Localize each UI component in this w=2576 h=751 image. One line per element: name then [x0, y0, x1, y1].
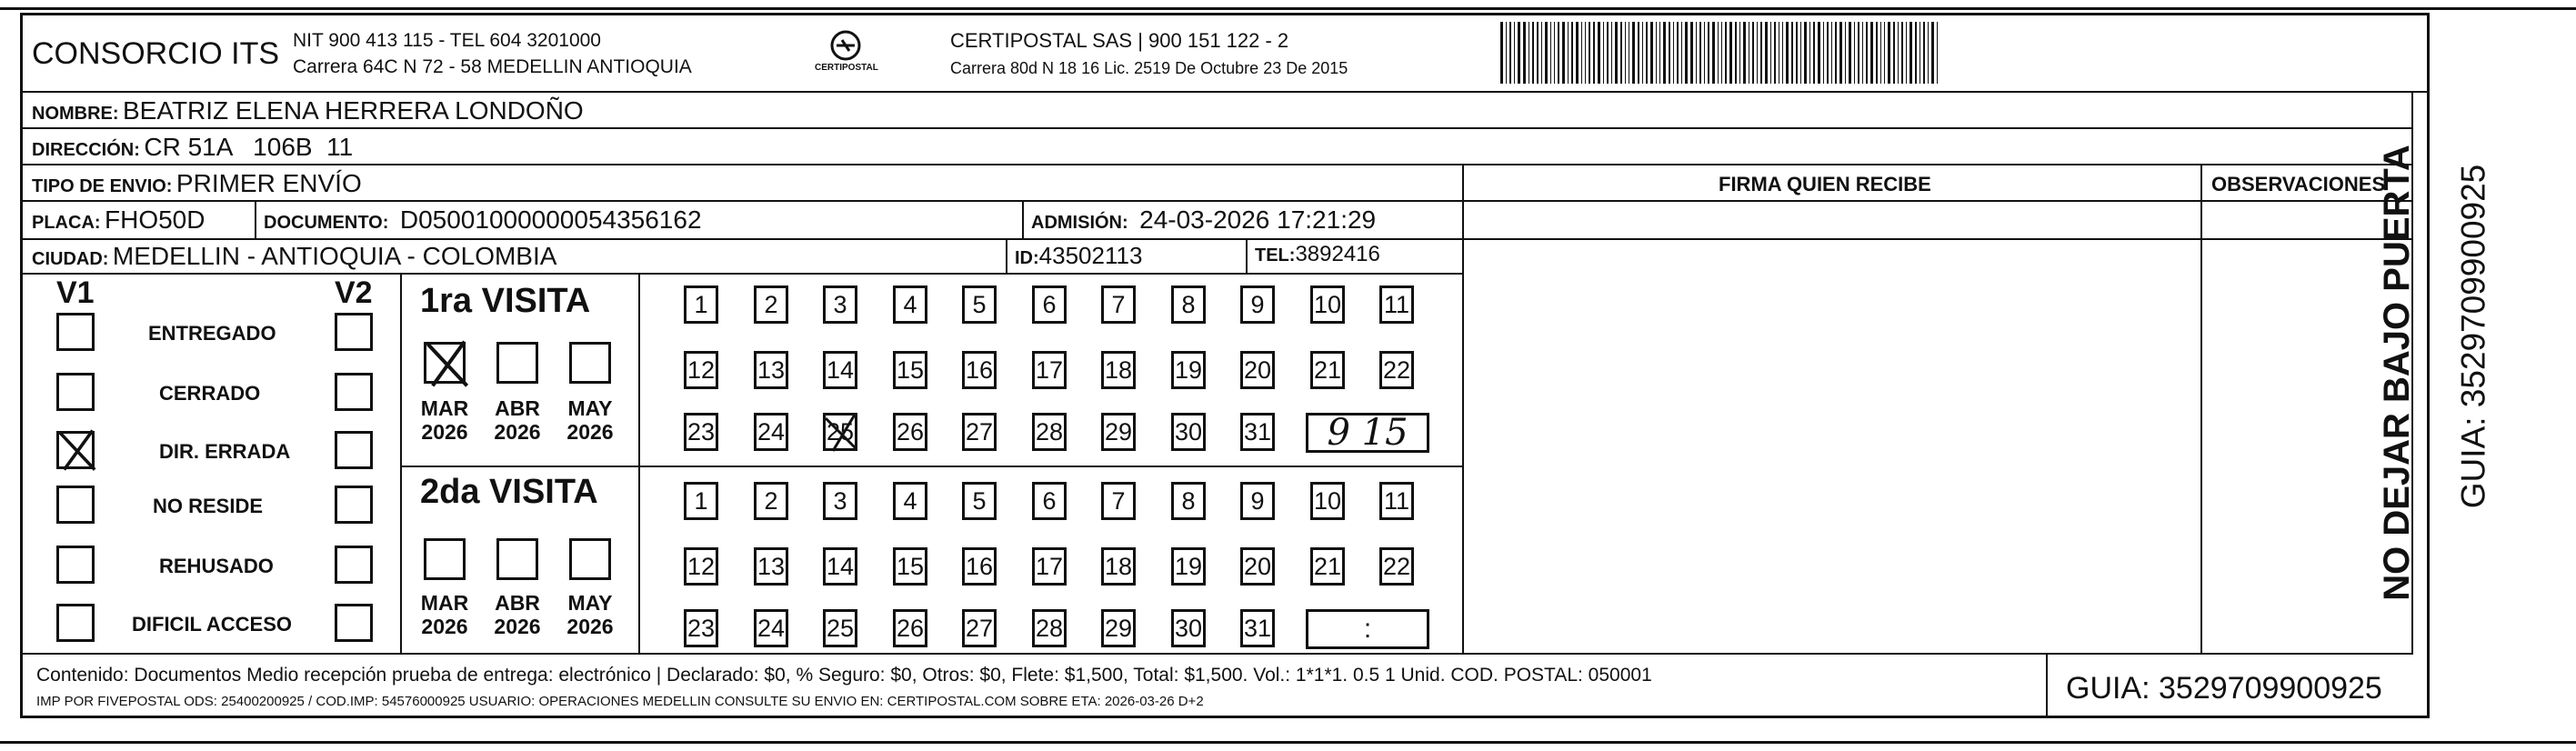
barcode-bar	[1923, 22, 1925, 84]
day-box[interactable]: 13	[754, 547, 788, 586]
day-box[interactable]: 23	[684, 413, 718, 451]
day-box[interactable]: 9	[1240, 285, 1275, 324]
barcode-bar	[1523, 22, 1526, 84]
barcode-bar	[1650, 22, 1653, 84]
barcode-bar	[1835, 22, 1837, 84]
barcode-bar	[1704, 22, 1705, 84]
barcode-bar	[1757, 22, 1758, 84]
day-box[interactable]: 6	[1032, 482, 1067, 520]
day-box[interactable]: 3	[823, 482, 857, 520]
v1-checkbox[interactable]	[56, 486, 95, 524]
day-box[interactable]: 12	[684, 547, 718, 586]
side-guia: GUIA: 3529709900925	[2454, 164, 2492, 509]
documento-value: D05001000000054356162	[399, 205, 702, 234]
barcode-bar	[1545, 22, 1548, 84]
day-box[interactable]: 28	[1032, 609, 1067, 647]
barcode-bar	[1870, 22, 1873, 84]
certipostal-logo	[809, 27, 882, 82]
barcode-bar	[1625, 22, 1626, 84]
placa-value: FHO50D	[105, 205, 205, 234]
barcode	[1500, 22, 1940, 84]
day-box[interactable]: 5	[962, 285, 997, 324]
barcode-bar	[1849, 22, 1851, 84]
day-box[interactable]: 20	[1240, 547, 1275, 586]
reason-label: REHUSADO	[159, 555, 274, 577]
barcode-bar	[1919, 22, 1920, 84]
barcode-bar	[1603, 22, 1604, 84]
day-box[interactable]: 23	[684, 609, 718, 647]
day-box[interactable]: 17	[1032, 547, 1067, 586]
barcode-bar	[1931, 22, 1934, 84]
barcode-bar	[1506, 22, 1507, 84]
day-box[interactable]: 2	[754, 482, 788, 520]
day-box[interactable]: 21	[1310, 351, 1345, 389]
day-box[interactable]: 3	[823, 285, 857, 324]
barcode-bar	[1743, 22, 1746, 84]
day-box[interactable]: 6	[1032, 285, 1067, 324]
barcode-bar	[1765, 22, 1768, 84]
day-box[interactable]: 10	[1310, 285, 1345, 324]
barcode-bar	[1696, 22, 1697, 84]
ciudad-label: CIUDAD:	[32, 249, 109, 269]
barcode-bar	[1681, 22, 1682, 84]
v2-header: V2	[335, 275, 373, 310]
month-checkbox[interactable]	[496, 342, 538, 384]
barcode-bar	[1541, 22, 1542, 84]
day-box[interactable]: 27	[962, 413, 997, 451]
day-box[interactable]: 15	[893, 547, 927, 586]
barcode-bar	[1906, 22, 1907, 84]
month-label: MAR 2026	[420, 591, 469, 639]
barcode-bar	[1770, 22, 1771, 84]
barcode-bar	[1632, 22, 1635, 84]
barcode-bar	[1646, 22, 1648, 84]
day-box[interactable]: 4	[893, 482, 927, 520]
v1-checkbox[interactable]	[56, 313, 95, 351]
reason-label: NO RESIDE	[153, 495, 264, 517]
barcode-bar	[1532, 22, 1534, 84]
tel-label: TEL:	[1255, 245, 1296, 265]
barcode-bar	[1760, 22, 1762, 84]
day-box[interactable]: 22	[1379, 547, 1414, 586]
month-checkbox[interactable]	[496, 538, 538, 580]
barcode-bar	[1721, 22, 1722, 84]
admision-label: ADMISIÓN:	[1031, 213, 1128, 233]
company-address: Carrera 64C N 72 - 58 MEDELLIN ANTIOQUIA	[293, 56, 692, 77]
admision-value: 24-03-2026 17:21:29	[1139, 205, 1377, 234]
v1-checkbox[interactable]	[56, 546, 95, 584]
barcode-bar	[1909, 22, 1912, 84]
month-label: ABR 2026	[494, 591, 541, 639]
day-box[interactable]: 4	[893, 285, 927, 324]
day-box[interactable]: 5	[962, 482, 997, 520]
barcode-bar	[1673, 22, 1674, 84]
day-box[interactable]: 15	[893, 351, 927, 389]
nombre-value: BEATRIZ ELENA HERRERA LONDOÑO	[123, 96, 584, 125]
day-box[interactable]: 29	[1101, 609, 1136, 647]
barcode-bar	[1862, 22, 1863, 84]
barcode-bar	[1928, 22, 1929, 84]
ciudad-value: MEDELLIN - ANTIOQUIA - COLOMBIA	[112, 242, 557, 270]
day-box[interactable]: 14	[823, 351, 857, 389]
barcode-bar	[1642, 22, 1643, 84]
day-box[interactable]: 30	[1171, 609, 1206, 647]
tipo-envio-value: PRIMER ENVÍO	[175, 169, 362, 197]
barcode-bar	[1786, 22, 1789, 84]
day-box[interactable]: 21	[1310, 547, 1345, 586]
footer-imp: IMP POR FIVEPOSTAL ODS: 25400200925 / COD.IMP: 54576000925 USUARIO: OPERACIONES MEDELLIN CONSULTE SU ENVIO EN: CERTIPOSTAL.COM SOBRE ETA: 2026-03-26 D+2	[36, 694, 1204, 709]
day-box[interactable]: 31	[1240, 413, 1275, 451]
footer-guia: GUIA: 3529709900925	[2066, 671, 2382, 706]
barcode-bar	[1796, 22, 1798, 84]
day-box[interactable]: 1	[684, 285, 718, 324]
barcode-bar	[1915, 22, 1917, 84]
day-box[interactable]: 27	[962, 609, 997, 647]
firma-header: FIRMA QUIEN RECIBE	[1719, 173, 1931, 195]
day-box[interactable]: 26	[893, 413, 927, 451]
reason-label: DIFICIL ACCESO	[132, 613, 293, 636]
firma-area[interactable]	[1466, 204, 2199, 651]
barcode-bar	[1839, 22, 1842, 84]
day-box[interactable]: 20	[1240, 351, 1275, 389]
day-box[interactable]: 24	[754, 609, 788, 647]
barcode-bar	[1656, 22, 1657, 84]
month-checkbox[interactable]	[424, 342, 466, 384]
month-checkbox[interactable]	[424, 538, 466, 580]
day-box[interactable]: 1	[684, 482, 718, 520]
placa-label: PLACA:	[32, 213, 101, 233]
barcode-bar	[1813, 22, 1815, 84]
day-box[interactable]: 7	[1101, 482, 1136, 520]
nombre-label: NOMBRE:	[32, 104, 119, 124]
month-checkbox[interactable]	[569, 538, 611, 580]
barcode-bar	[1585, 22, 1586, 84]
footer-contenido: Contenido: Documentos Medio recepción prueba de entrega: electrónico | Declarado: $0, % Seguro: $0, Otros: $0, Flete: $1,500, Total: $1,500. Vol.: 1*1*1. 0.5 1 Unid. COD. POSTAL: 050001	[36, 665, 1652, 686]
barcode-bar	[1901, 22, 1903, 84]
logo-text: CERTIPOSTAL	[815, 63, 878, 73]
barcode-bar	[1729, 22, 1732, 84]
company-name: CONSORCIO ITS	[32, 36, 280, 71]
day-box[interactable]: 16	[962, 351, 997, 389]
day-box[interactable]: 29	[1101, 413, 1136, 451]
barcode-bar	[1514, 22, 1515, 84]
barcode-bar	[1550, 22, 1551, 84]
barcode-bar	[1735, 22, 1737, 84]
barcode-bar	[1598, 22, 1600, 84]
day-box[interactable]: 18	[1101, 351, 1136, 389]
day-box[interactable]: 10	[1310, 482, 1345, 520]
day-box[interactable]: 25	[823, 413, 857, 451]
month-label: MAY 2026	[566, 591, 614, 639]
month-label: MAY 2026	[566, 396, 614, 445]
barcode-bar	[1725, 22, 1727, 84]
barcode-bar	[1712, 22, 1715, 84]
month-label: ABR 2026	[494, 396, 541, 445]
barcode-bar	[1663, 22, 1666, 84]
barcode-bar	[1858, 22, 1859, 84]
v1-header: V1	[56, 275, 95, 310]
barcode-bar	[1876, 22, 1878, 84]
tel-value: 3892416	[1295, 242, 1380, 266]
id-label: ID:	[1015, 248, 1039, 268]
barcode-bar	[1827, 22, 1829, 84]
direccion-value: CR 51A 106B 11	[144, 133, 354, 161]
barcode-bar	[1589, 22, 1590, 84]
barcode-bar	[1690, 22, 1693, 84]
day-box[interactable]: 8	[1171, 482, 1206, 520]
barcode-bar	[1518, 22, 1520, 84]
observaciones-header: OBSERVACIONES	[2211, 173, 2386, 195]
barcode-bar	[1581, 22, 1582, 84]
courier-address: Carrera 80d N 18 16 Lic. 2519 De Octubre 23 De 2015	[950, 59, 1348, 77]
v2-checkbox[interactable]	[335, 486, 373, 524]
barcode-bar	[1831, 22, 1832, 84]
reason-label: CERRADO	[159, 382, 261, 405]
barcode-bar	[1752, 22, 1754, 84]
v2-checkbox[interactable]	[335, 546, 373, 584]
barcode-bar	[1558, 22, 1559, 84]
day-box[interactable]: 11	[1379, 482, 1414, 520]
month-checkbox[interactable]	[569, 342, 611, 384]
barcode-bar	[1638, 22, 1639, 84]
day-box[interactable]: 24	[754, 413, 788, 451]
visit2-title: 2da VISITA	[420, 473, 598, 511]
day-box[interactable]: 11	[1379, 285, 1414, 324]
id-value: 43502113	[1038, 242, 1143, 269]
barcode-bar	[1677, 22, 1679, 84]
barcode-bar	[1818, 22, 1820, 84]
month-label: MAR 2026	[420, 396, 469, 445]
barcode-bar	[1884, 22, 1885, 84]
barcode-bar	[1554, 22, 1555, 84]
barcode-bar	[1888, 22, 1890, 84]
day-box[interactable]: 26	[893, 609, 927, 647]
day-box[interactable]: 7	[1101, 285, 1136, 324]
barcode-bar	[1739, 22, 1740, 84]
barcode-bar	[1708, 22, 1709, 84]
v2-checkbox[interactable]	[335, 373, 373, 411]
day-box[interactable]: 2	[754, 285, 788, 324]
barcode-bar	[1500, 22, 1503, 84]
barcode-bar	[1718, 22, 1719, 84]
day-box[interactable]: 30	[1171, 413, 1206, 451]
visit1-title: 1ra VISITA	[420, 282, 591, 320]
barcode-bar	[1845, 22, 1846, 84]
day-box[interactable]: 9	[1240, 482, 1275, 520]
barcode-bar	[1809, 22, 1810, 84]
barcode-bar	[1615, 22, 1618, 84]
barcode-bar	[1620, 22, 1622, 84]
day-box[interactable]: 22	[1379, 351, 1414, 389]
barcode-bar	[1823, 22, 1824, 84]
barcode-bar	[1854, 22, 1855, 84]
barcode-bar	[1669, 22, 1670, 84]
side-warning: NO DEJAR BAJO PUERTA	[2377, 145, 2417, 601]
day-box[interactable]: 31	[1240, 609, 1275, 647]
barcode-bar	[1537, 22, 1539, 84]
documento-label: DOCUMENTO:	[264, 213, 389, 233]
barcode-bar	[1880, 22, 1881, 84]
barcode-bar	[1804, 22, 1807, 84]
barcode-bar	[1659, 22, 1660, 84]
time-box[interactable]: 9 15	[1306, 413, 1429, 453]
barcode-bar	[1562, 22, 1565, 84]
v2-checkbox[interactable]	[335, 431, 373, 469]
v1-checkbox[interactable]	[56, 431, 95, 469]
tipo-envio-label: TIPO DE ENVIO:	[32, 176, 173, 196]
v2-checkbox[interactable]	[335, 604, 373, 642]
barcode-bar	[1866, 22, 1868, 84]
company-nit: NIT 900 413 115 - TEL 604 3201000	[293, 30, 601, 51]
day-box[interactable]: 12	[684, 351, 718, 389]
day-box[interactable]: 25	[823, 609, 857, 647]
barcode-bar	[1685, 22, 1688, 84]
barcode-bar	[1893, 22, 1895, 84]
day-box[interactable]: 16	[962, 547, 997, 586]
day-box[interactable]: 14	[823, 547, 857, 586]
barcode-bar	[1607, 22, 1609, 84]
day-box[interactable]: 8	[1171, 285, 1206, 324]
barcode-bar	[1898, 22, 1899, 84]
courier-name: CERTIPOSTAL SAS | 900 151 122 - 2	[950, 29, 1289, 52]
barcode-bar	[1782, 22, 1783, 84]
day-box[interactable]: 17	[1032, 351, 1067, 389]
day-box[interactable]: 19	[1171, 351, 1206, 389]
day-box[interactable]: 19	[1171, 547, 1206, 586]
barcode-bar	[1800, 22, 1801, 84]
day-box[interactable]: 13	[754, 351, 788, 389]
barcode-bar	[1593, 22, 1595, 84]
barcode-bar	[1937, 22, 1938, 84]
day-box[interactable]: 28	[1032, 413, 1067, 451]
reason-label: DIR. ERRADA	[159, 440, 291, 463]
day-box[interactable]: 18	[1101, 547, 1136, 586]
barcode-bar	[1774, 22, 1776, 84]
barcode-bar	[1576, 22, 1579, 84]
barcode-bar	[1568, 22, 1569, 84]
v1-checkbox[interactable]	[56, 604, 95, 642]
direccion-label: DIRECCIÓN:	[32, 140, 140, 160]
barcode-bar	[1611, 22, 1612, 84]
v2-checkbox[interactable]	[335, 313, 373, 351]
barcode-bar	[1509, 22, 1511, 84]
barcode-bar	[1571, 22, 1573, 84]
barcode-bar	[1791, 22, 1793, 84]
time-box[interactable]: :	[1306, 609, 1429, 649]
barcode-bar	[1699, 22, 1701, 84]
reason-label: ENTREGADO	[148, 322, 276, 345]
v1-checkbox[interactable]	[56, 373, 95, 411]
